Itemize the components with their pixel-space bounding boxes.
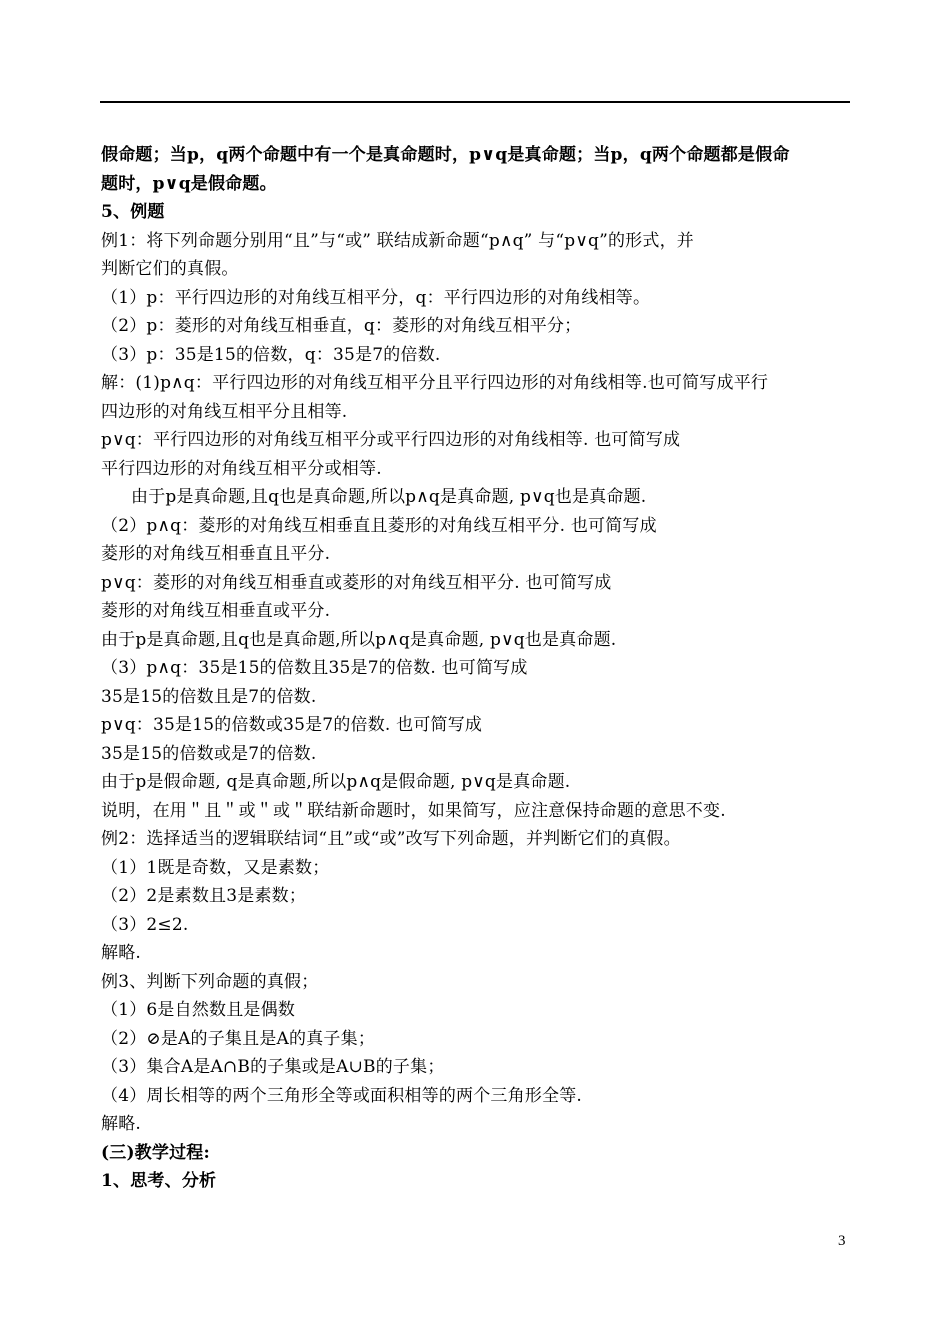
text-line: 例3、判断下列命题的真假； — [101, 971, 319, 992]
text-line: 由于p是假命题, q是真命题,所以p∧q是假命题, p∨q是真命题. — [101, 772, 571, 792]
text-line: （1）6是自然数且是偶数 — [101, 1000, 296, 1020]
text-line: （1）p：平行四边形的对角线互相平分，q：平行四边形的对角线相等。 — [101, 287, 651, 308]
text-line: 例2：选择适当的逻辑联结词“且”或“或”改写下列命题，并判断它们的真假。 — [101, 829, 681, 849]
text-line: 由于p是真命题,且q也是真命题,所以p∧q是真命题, p∨q也是真命题. — [131, 487, 647, 507]
text-line: 解略. — [101, 1114, 142, 1134]
text-line: （4）周长相等的两个三角形全等或面积相等的两个三角形全等. — [101, 1085, 583, 1106]
text-line: 菱形的对角线互相垂直且平分. — [101, 544, 331, 564]
text-line: p∨q：35是15的倍数或35是7的倍数. 也可简写成 — [101, 715, 483, 735]
text-line: （3）集合A是A∩B的子集或是A∪B的子集； — [101, 1057, 445, 1077]
text-line: 说明，在用＂且＂或＂或＂联结新命题时，如果简写，应注意保持命题的意思不变. — [101, 800, 726, 821]
text-line: 假命题；当p，q两个命题中有一个是真命题时，p∨q是真命题；当p，q两个命题都是假命 — [101, 145, 790, 165]
text-line: 菱形的对角线互相垂直或平分. — [101, 601, 331, 621]
text-line: 解：(1)p∧q：平行四边形的对角线互相平分且平行四边形的对角线相等.也可简写成平行 — [101, 373, 769, 393]
document-body — [101, 141, 851, 1196]
text-line: （1）1既是奇数，又是素数； — [101, 857, 330, 878]
text-line: （3）2≤2. — [101, 914, 189, 935]
text-line: （2）⊘是A的子集且是A的真子集； — [101, 1028, 376, 1049]
text-line: 35是15的倍数或是7的倍数. — [101, 743, 317, 764]
text-line: 35是15的倍数且是7的倍数. — [101, 686, 317, 707]
text-line: 例1：将下列命题分别用“且”与“或” 联结成新命题“p∧q” 与“p∨q”的形式，并 — [101, 230, 694, 251]
section-heading: 1、思考、分析 — [101, 1171, 217, 1191]
text-line: p∨q：平行四边形的对角线互相平分或平行四边形的对角线相等. 也可简写成 — [101, 430, 681, 450]
text-line: （2）p∧q：菱形的对角线互相垂直且菱形的对角线互相平分. 也可简写成 — [101, 515, 657, 536]
page-number: 3 — [838, 1233, 846, 1249]
text-line: （2）2是素数且3是素数； — [101, 886, 307, 906]
text-line: （2）p：菱形的对角线互相垂直，q：菱形的对角线互相平分； — [101, 316, 582, 336]
text-line: 平行四边形的对角线互相平分或相等. — [101, 458, 382, 479]
text-line: （3）p∧q：35是15的倍数且35是7的倍数. 也可简写成 — [101, 658, 528, 678]
text-line: 题时，p∨q是假命题。 — [101, 173, 277, 194]
text-line: 解略. — [101, 943, 142, 963]
text-line: （3）p：35是15的倍数，q：35是7的倍数. — [101, 344, 441, 365]
text-line: 判断它们的真假。 — [101, 259, 239, 279]
section-heading: 5、例题 — [101, 202, 165, 222]
text-line: 四边形的对角线互相平分且相等. — [101, 401, 348, 422]
text-line: 由于p是真命题,且q也是真命题,所以p∧q是真命题, p∨q也是真命题. — [101, 629, 617, 650]
text-line: p∨q：菱形的对角线互相垂直或菱形的对角线互相平分. 也可简写成 — [101, 572, 612, 593]
header-rule — [100, 101, 850, 103]
section-heading: (三)教学过程: — [101, 1142, 210, 1163]
